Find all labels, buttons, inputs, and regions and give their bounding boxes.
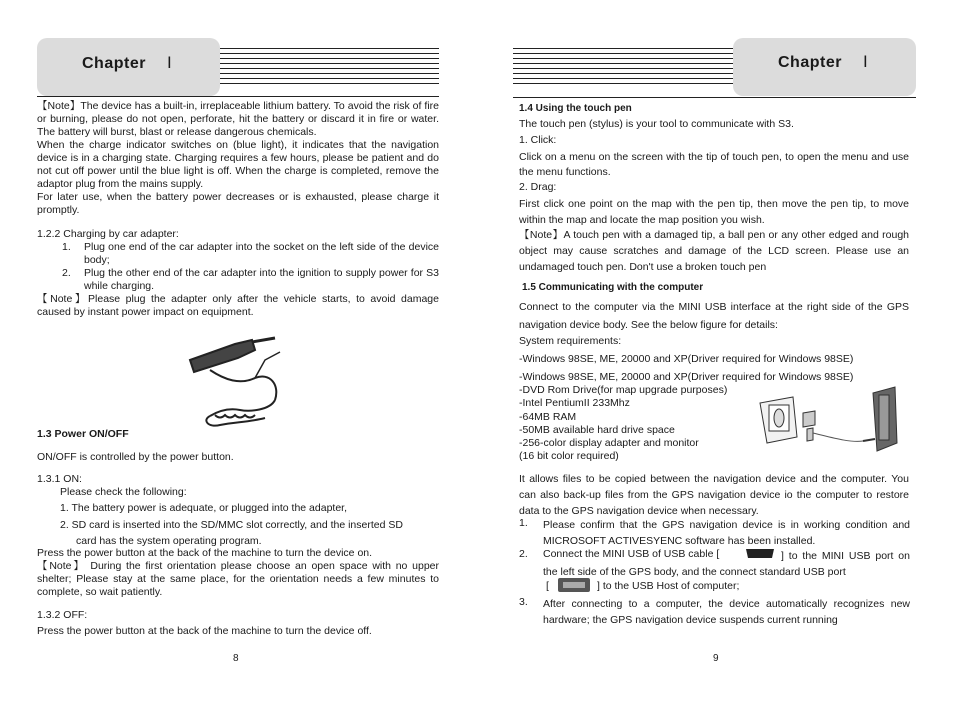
header-rule-right [513,97,916,98]
car-adapter-image [180,330,295,430]
req-line: -Windows 98SE, ME, 20000 and XP(Driver required for Windows 98SE) [519,371,854,383]
page-number-right: 9 [713,653,719,664]
car-step-number: 2. [62,267,71,279]
touch-heading: 1.4 Using the touch pen [519,103,632,114]
car-adapter-heading: 1.2.2 Charging by car adapter: [37,228,179,240]
chapter-label: Chapter [82,55,146,72]
car-step-text: Plug one end of the car adapter into the socket on the left side of the device body; [84,241,439,266]
comm-step-text: After connecting to a computer, the device automatically recognizes new hardware; the GPS navigation device suspends current running [543,598,910,626]
check-text: Please check the following: [60,486,187,498]
comm-step-number: 1. [519,517,528,529]
press-off-text: Press the power button at the back of the machine to turn the device off. [37,625,372,637]
allows-text: It allows files to be copied between the navigation device and the computer. You can also back-up files from the GPS navigation device io the computer to restore data to the GPS navigation device when necessary. [519,473,909,517]
press-on-text: Press the power button at the back of the machine to turn the device on. [37,547,373,559]
power-heading: 1.3 Power ON/OFF [37,428,129,440]
comm-step-text: [ [546,580,549,592]
click-label: 1. Click: [519,134,557,146]
pen-note: 【Note】A touch pen with a damaged tip, a ball pen or any other edged and rough object may cause scratches and damage of the LCD screen. Please use an undamaged touch pen. Don't use a broken touch pen [519,229,909,273]
check-item: 2. SD card is inserted into the SD/MMC slot correctly, and the inserted SD [60,519,403,531]
check-item: 1. The battery power is adequate, or plugged into the adapter, [60,502,348,514]
touch-intro: The touch pen (stylus) is your tool to communicate with S3. [519,118,794,130]
comm-heading: 1.5 Communicating with the computer [522,282,704,293]
orientation-note: 【Note】 During the first orientation please choose an open space with no upper shelter; Please stay at the same place, for the orientation needs a few minutes to complete, so wait patiently. [37,560,439,598]
comm-step-number: 2. [519,548,528,560]
comm-step-text: Please confirm that the GPS navigation device is in working condition and MICROSOFT ACTIVESYENC software has been installed. [543,519,910,547]
header-rule-left [37,96,439,97]
car-step-text: Plug the other end of the car adapter into the ignition to supply power for S3 while charging. [84,267,439,292]
req-line: -Windows 98SE, ME, 20000 and XP(Driver required for Windows 98SE) [519,353,854,365]
adapter-note: 【Note】Please plug the adapter only after the vehicle starts, to avoid damage caused by instant power impact on equipment. [37,293,439,318]
comm-step-text: ] to the USB Host of computer; [597,580,740,592]
chapter-tab-right [733,38,916,96]
comm-step-text: ] to the MINI USB port on the left side of the GPS body, and the connect standard USB port [543,550,910,578]
comm-step-text: Connect the MINI USB of USB cable [ [543,548,720,560]
chapter-numeral: Ⅰ [863,54,869,71]
car-step-number: 1. [62,241,71,253]
usb-plug-icon [556,576,592,594]
charging-paragraph: When the charge indicator switches on (blue light), it indicates that the navigation device is in a charging state. Charging requires a few hours, please be patient and do not cut off power until the blue light is off. When the charge is completed, remove the adaptor plug from the mains supply. [37,139,439,190]
later-use-paragraph: For later use, when the battery power decreases or is exhausted, please charge it promptly. [37,191,439,216]
header-rule-lines-right [513,48,735,88]
drag-text: First click one point on the map with the pen tip, then move the pen tip, to move within the map and locate the map position you wish. [519,198,909,226]
header-rule-lines-left [220,48,439,88]
req-line: -50MB available hard drive space [519,424,675,436]
sysreq-label: System requirements: [519,335,622,347]
req-line: (16 bit color required) [519,450,619,462]
req-line: -64MB RAM [519,411,577,423]
off-heading: 1.3.2 OFF: [37,609,88,621]
drag-label: 2. Drag: [519,181,557,193]
page-number-left: 8 [233,653,239,664]
power-text: ON/OFF is controlled by the power button. [37,451,234,463]
pc-connection-image [755,385,910,460]
check-item-continued: card has the system operating program. [76,535,262,547]
chapter-label: Chapter [778,54,842,71]
chapter-tab-left [37,38,220,96]
comm-text: Connect to the computer via the MINI USB interface at the right side of the GPS navigation device body. See the below figure for details: [519,301,909,331]
on-heading: 1.3.1 ON: [37,473,82,485]
click-text: Click on a menu on the screen with the tip of touch pen, to open the menu and use the menu functions. [519,151,909,178]
req-line: -256-color display adapter and monitor [519,437,699,449]
battery-note: 【Note】The device has a built-in, irreplaceable lithium battery. To avoid the risk of fire or burning, please do not open, perforate, hit the battery or discard it in fire or water. The battery will burst, blast or release dangerous chemicals. [37,100,439,138]
req-line: -Intel PentiumII 233Mhz [519,397,630,409]
comm-step-number: 3. [519,596,528,608]
req-line: -DVD Rom Drive(for map upgrade purposes) [519,384,728,396]
chapter-numeral: Ⅰ [167,55,173,72]
